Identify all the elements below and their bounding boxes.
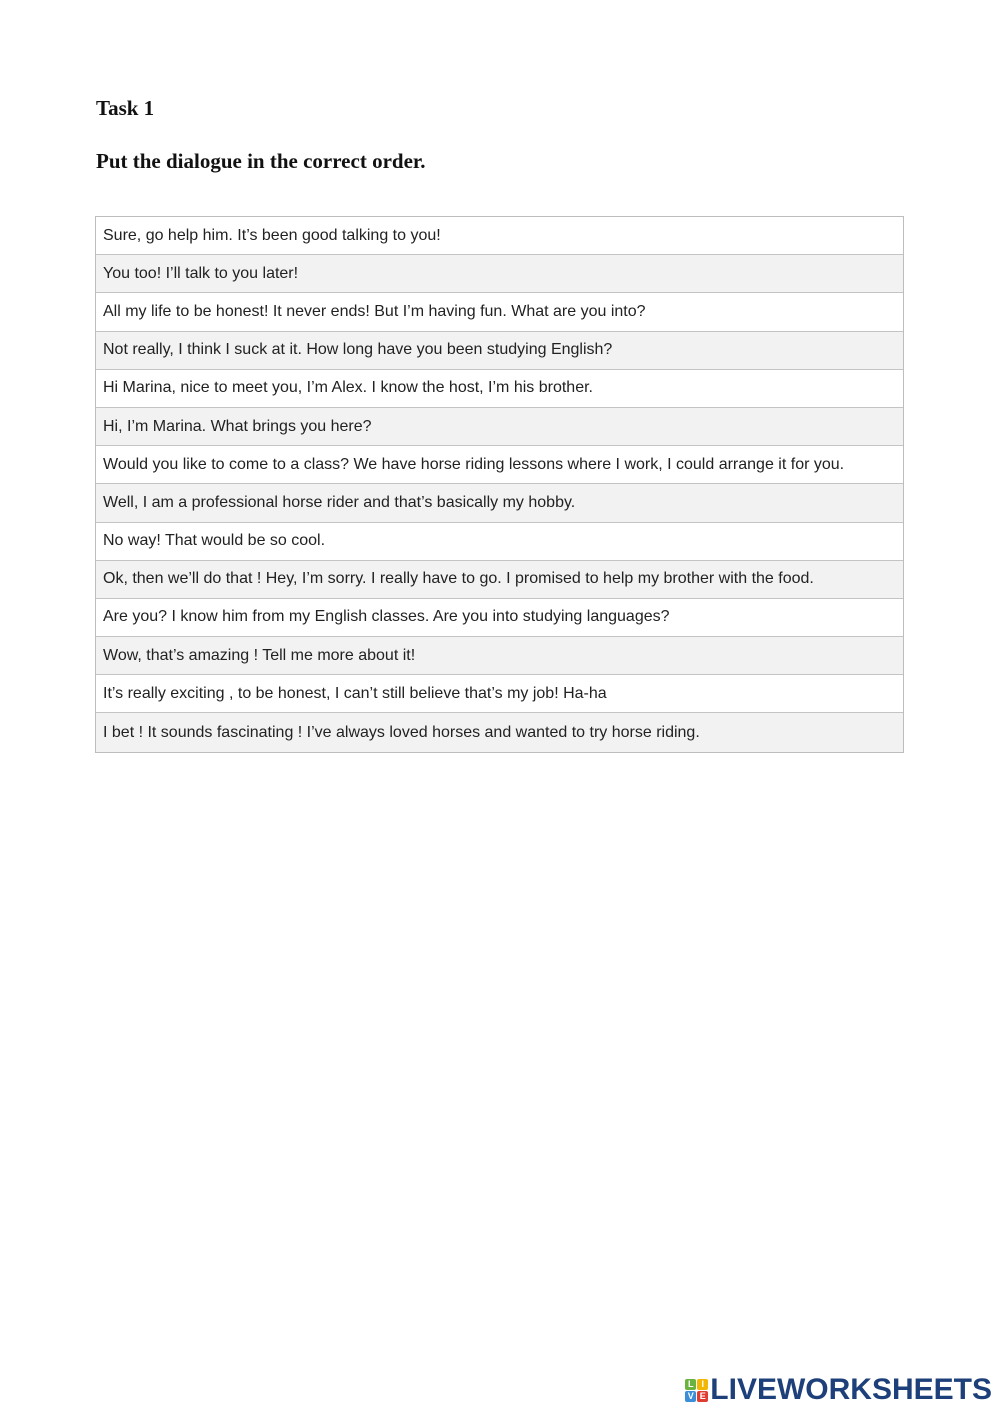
dialogue-row[interactable]: You too! I’ll talk to you later! [96,255,903,293]
dialogue-row[interactable]: Are you? I know him from my English classes. Are you into studying languages? [96,599,903,637]
dialogue-row[interactable]: Hi Marina, nice to meet you, I’m Alex. I know the host, I’m his brother. [96,370,903,408]
dialogue-row[interactable]: All my life to be honest! It never ends! But I’m having fun. What are you into? [96,293,903,331]
logo-block-v: V [685,1391,696,1402]
logo-block-l: L [685,1379,696,1390]
dialogue-row[interactable]: No way! That would be so cool. [96,523,903,561]
logo-block-e: E [697,1391,708,1402]
dialogue-row[interactable]: It’s really exciting , to be honest, I can’t still believe that’s my job! Ha-ha [96,675,903,713]
dialogue-row[interactable]: Sure, go help him. It’s been good talking to you! [96,217,903,255]
dialogue-row[interactable]: Well, I am a professional horse rider and that’s basically my hobby. [96,484,903,522]
dialogue-row[interactable]: Not really, I think I suck at it. How long have you been studying English? [96,332,903,370]
dialogue-row[interactable]: Wow, that’s amazing ! Tell me more about it! [96,637,903,675]
dialogue-table [95,216,904,753]
logo-text: LIVEWORKSHEETS [710,1373,992,1406]
task-instruction: Put the dialogue in the correct order. [96,149,426,173]
logo-block-i: I [697,1379,708,1390]
dialogue-row[interactable]: I bet ! It sounds fascinating ! I’ve always loved horses and wanted to try horse riding. [96,713,903,751]
dialogue-row[interactable]: Hi, I’m Marina. What brings you here? [96,408,903,446]
liveworksheets-logo [685,1373,992,1407]
dialogue-row[interactable]: Would you like to come to a class? We have horse riding lessons where I work, I could arrange it for you. [96,446,903,484]
dialogue-row[interactable]: Ok, then we’ll do that ! Hey, I’m sorry. I really have to go. I promised to help my brother with the food. [96,561,903,599]
task-title: Task 1 [96,96,155,120]
logo-blocks-icon [685,1379,708,1402]
